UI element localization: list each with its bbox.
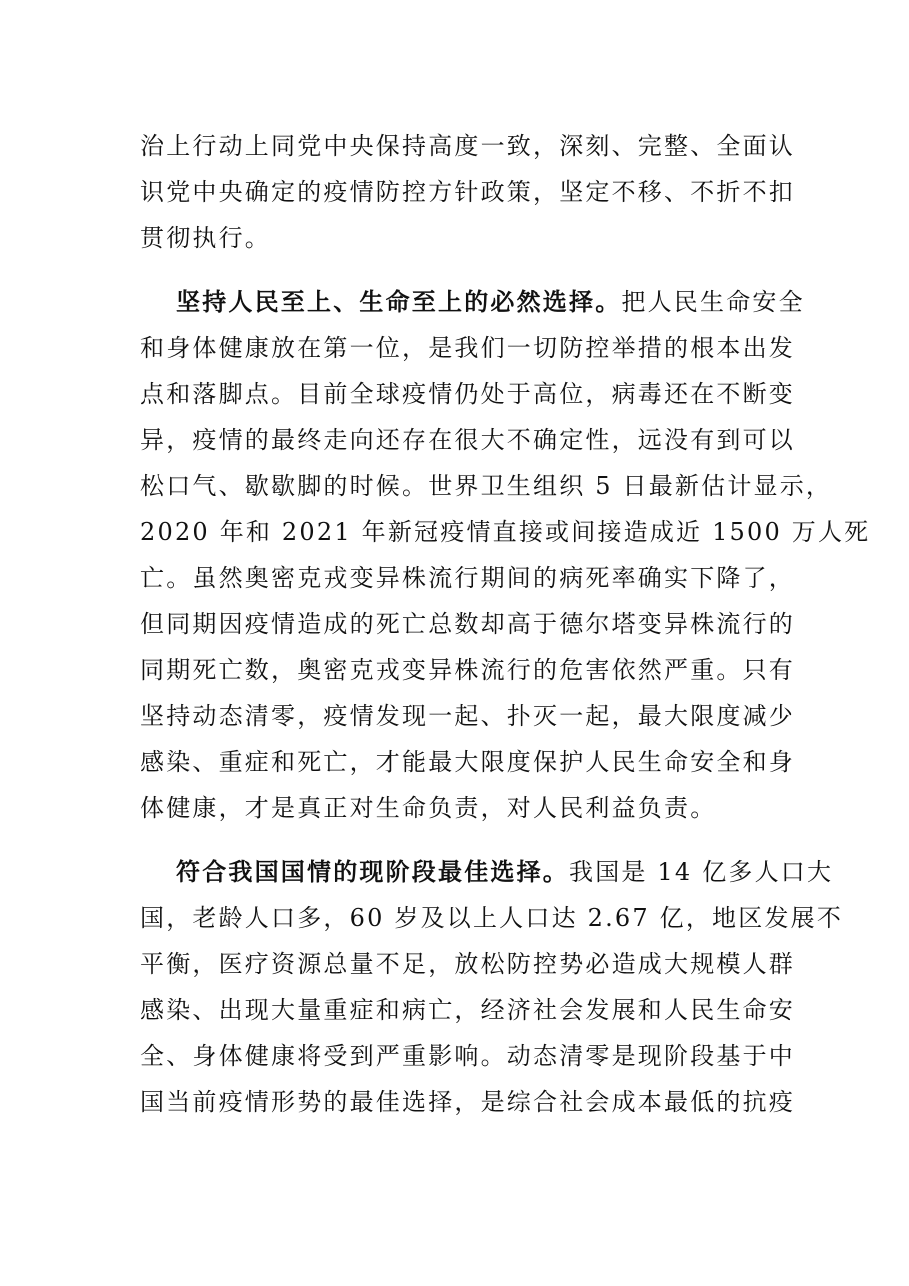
paragraph-3-line-5: 全、身体健康将受到严重影响。动态清零是现阶段基于中 [140, 1042, 795, 1070]
paragraph-2-line-8: 但同期因疫情造成的死亡总数却高于德尔塔变异株流行的 [140, 610, 795, 638]
paragraph-2-heading: 坚持人民至上、生命至上的必然选择。 [176, 287, 622, 316]
paragraph-2-line-9: 同期死亡数，奥密克戎变异株流行的危害依然严重。只有 [140, 656, 795, 684]
paragraph-2-line-11: 感染、重症和死亡，才能最大限度保护人民生命安全和身 [140, 748, 795, 776]
paragraph-2-line-7: 亡。虽然奥密克戎变异株流行期间的病死率确实下降了， [140, 564, 795, 592]
paragraph-2-line-12: 体健康，才是真正对生命负责，对人民利益负责。 [140, 794, 717, 822]
paragraph-3-line-4: 感染、出现大量重症和病亡，经济社会发展和人民生命安 [140, 996, 795, 1024]
paragraph-2-line-5: 松口气、歇歇脚的时候。世界卫生组织 5 日最新估计显示， [140, 472, 833, 500]
paragraph-2-lead-text: 把人民生命安全 [621, 288, 805, 316]
paragraph-1-line-2: 识党中央确定的疫情防控方针政策，坚定不移、不折不扣 [140, 178, 795, 206]
paragraph-1-line-1: 治上行动上同党中央保持高度一致，深刻、完整、全面认 [140, 132, 795, 160]
paragraph-2-line-2: 和身体健康放在第一位，是我们一切防控举措的根本出发 [140, 334, 795, 362]
paragraph-2-line-10: 坚持动态清零，疫情发现一起、扑灭一起，最大限度减少 [140, 702, 795, 730]
paragraph-2-line-4: 异，疫情的最终走向还存在很大不确定性，远没有到可以 [140, 426, 795, 454]
paragraph-2-line-6: 2020 年和 2021 年新冠疫情直接或间接造成近 1500 万人死 [140, 518, 871, 546]
paragraph-3-line-1 [176, 854, 834, 890]
paragraph-3-line-3: 平衡，医疗资源总量不足，放松防控势必造成大规模人群 [140, 950, 795, 978]
paragraph-2-line-3: 点和落脚点。目前全球疫情仍处于高位，病毒还在不断变 [140, 380, 795, 408]
paragraph-3-line-6: 国当前疫情形势的最佳选择，是综合社会成本最低的抗疫 [140, 1088, 795, 1116]
paragraph-2-line-1 [176, 284, 816, 320]
paragraph-1-line-3: 贯彻执行。 [140, 224, 271, 252]
paragraph-3-line-2: 国，老龄人口多，60 岁及以上人口达 2.67 亿，地区发展不 [140, 904, 844, 932]
paragraph-3-heading: 符合我国国情的现阶段最佳选择。 [176, 857, 569, 886]
paragraph-3-lead-text: 我国是 14 亿多人口大 [569, 858, 834, 886]
